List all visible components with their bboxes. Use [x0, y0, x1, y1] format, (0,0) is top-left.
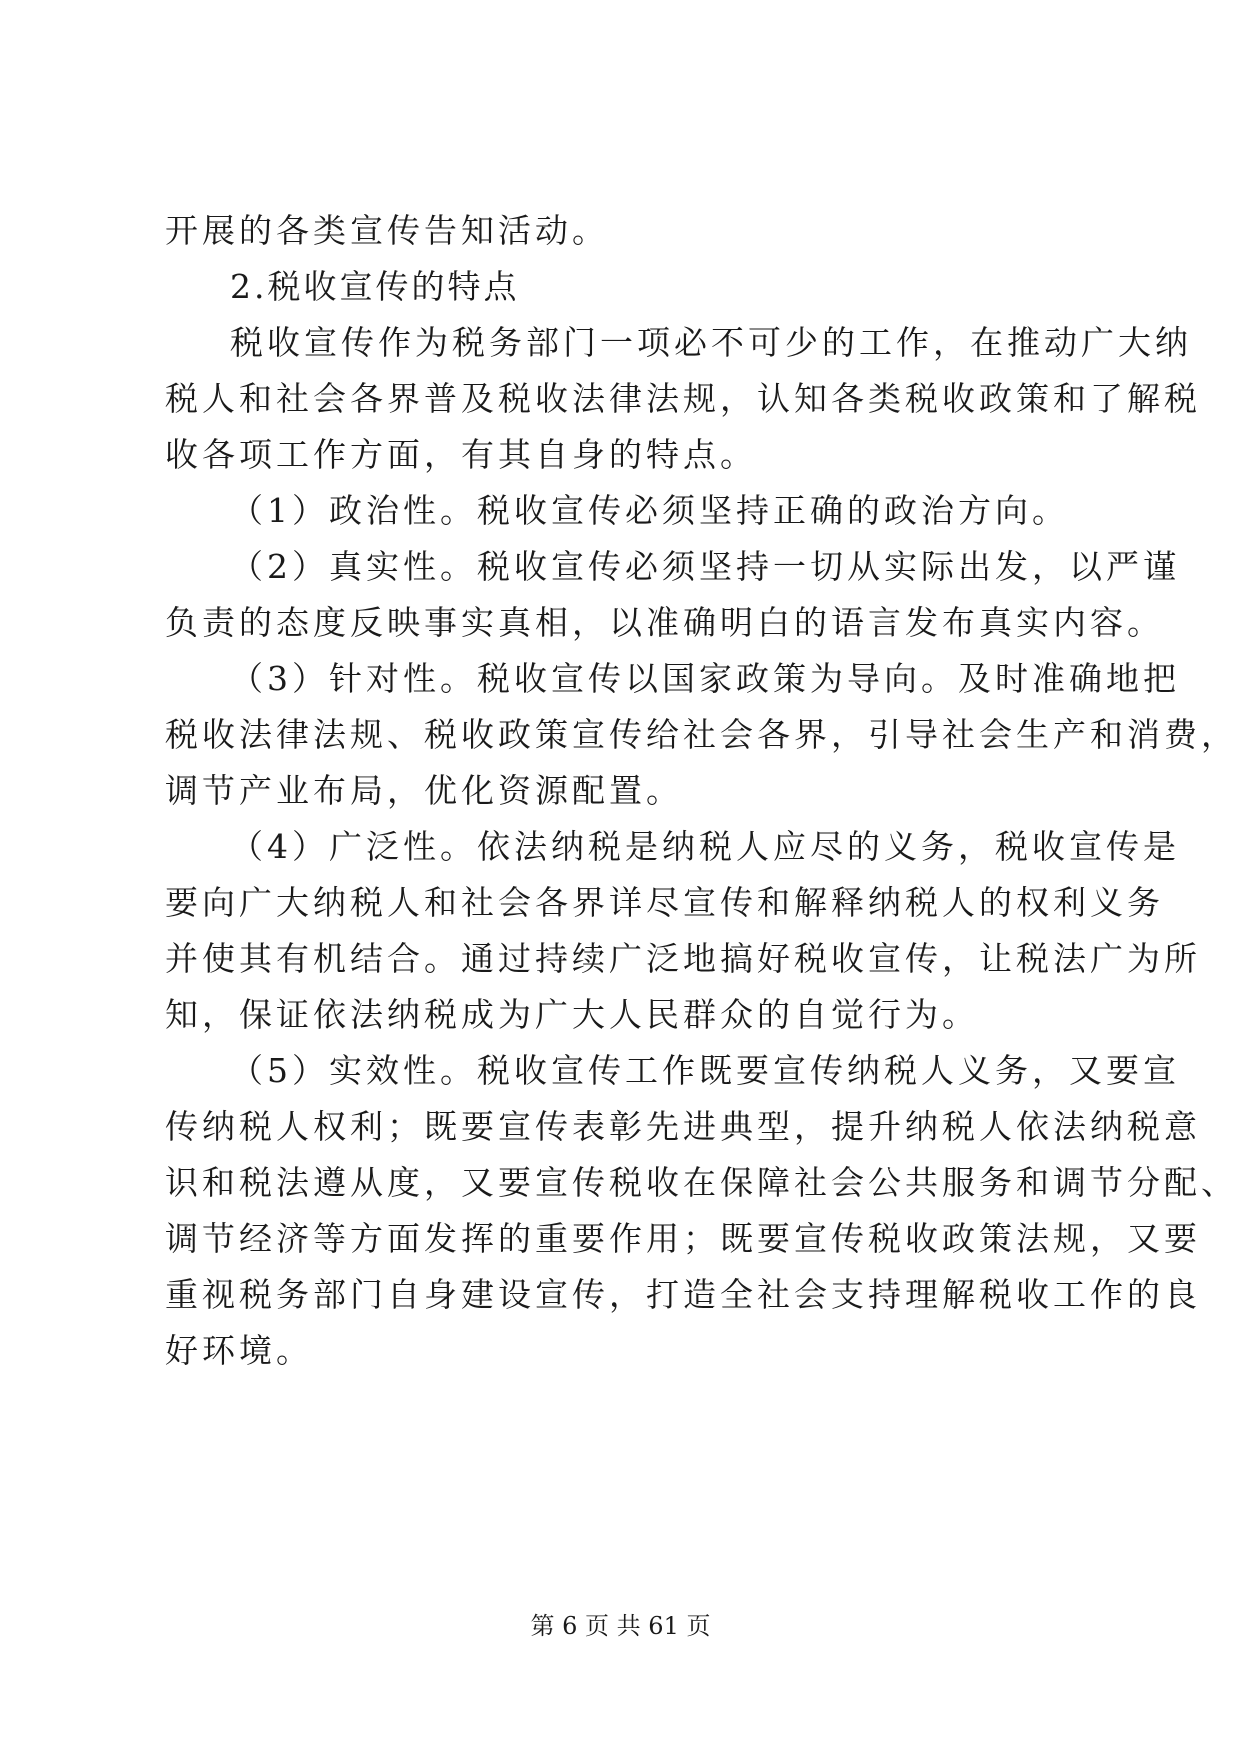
paragraph-line: 税收宣传作为税务部门一项必不可少的工作，在推动广大纳	[230, 323, 1192, 362]
paragraph-line: 并使其有机结合。通过持续广泛地搞好税收宣传，让税法广为所	[165, 939, 1201, 978]
paragraph-line: 负责的态度反映事实真相，以准确明白的语言发布真实内容。	[165, 603, 1164, 642]
section-heading: 2.税收宣传的特点	[230, 267, 520, 306]
list-item-extensiveness: （4）广泛性。依法纳税是纳税人应尽的义务，税收宣传是	[230, 827, 1180, 866]
paragraph-line: 知，保证依法纳税成为广大人民群众的自觉行为。	[165, 995, 979, 1034]
paragraph-line: 开展的各类宣传告知活动。	[165, 211, 609, 250]
page-number-footer: 第 6 页 共 61 页	[530, 1612, 711, 1640]
paragraph-line: 调节产业布局，优化资源配置。	[165, 771, 683, 810]
list-item-political: （1）政治性。税收宣传必须坚持正确的政治方向。	[230, 491, 1069, 530]
paragraph-line: 好环境。	[165, 1331, 313, 1370]
paragraph-line: 收各项工作方面，有其自身的特点。	[165, 435, 757, 474]
paragraph-line: 传纳税人权利；既要宣传表彰先进典型，提升纳税人依法纳税意	[165, 1107, 1201, 1146]
paragraph-line: 识和税法遵从度，又要宣传税收在保障社会公共服务和调节分配、	[165, 1163, 1238, 1202]
list-item-pertinence: （3）针对性。税收宣传以国家政策为导向。及时准确地把	[230, 659, 1180, 698]
paragraph-line: 税收法律法规、税收政策宣传给社会各界，引导社会生产和消费，	[165, 715, 1238, 754]
list-item-effectiveness: （5）实效性。税收宣传工作既要宣传纳税人义务，又要宣	[230, 1051, 1180, 1090]
paragraph-line: 重视税务部门自身建设宣传，打造全社会支持理解税收工作的良	[165, 1275, 1201, 1314]
list-item-authenticity: （2）真实性。税收宣传必须坚持一切从实际出发，以严谨	[230, 547, 1180, 586]
paragraph-line: 调节经济等方面发挥的重要作用；既要宣传税收政策法规，又要	[165, 1219, 1201, 1258]
paragraph-line: 税人和社会各界普及税收法律法规，认知各类税收政策和了解税	[165, 379, 1201, 418]
paragraph-line: 要向广大纳税人和社会各界详尽宣传和解释纳税人的权利义务	[165, 883, 1164, 922]
